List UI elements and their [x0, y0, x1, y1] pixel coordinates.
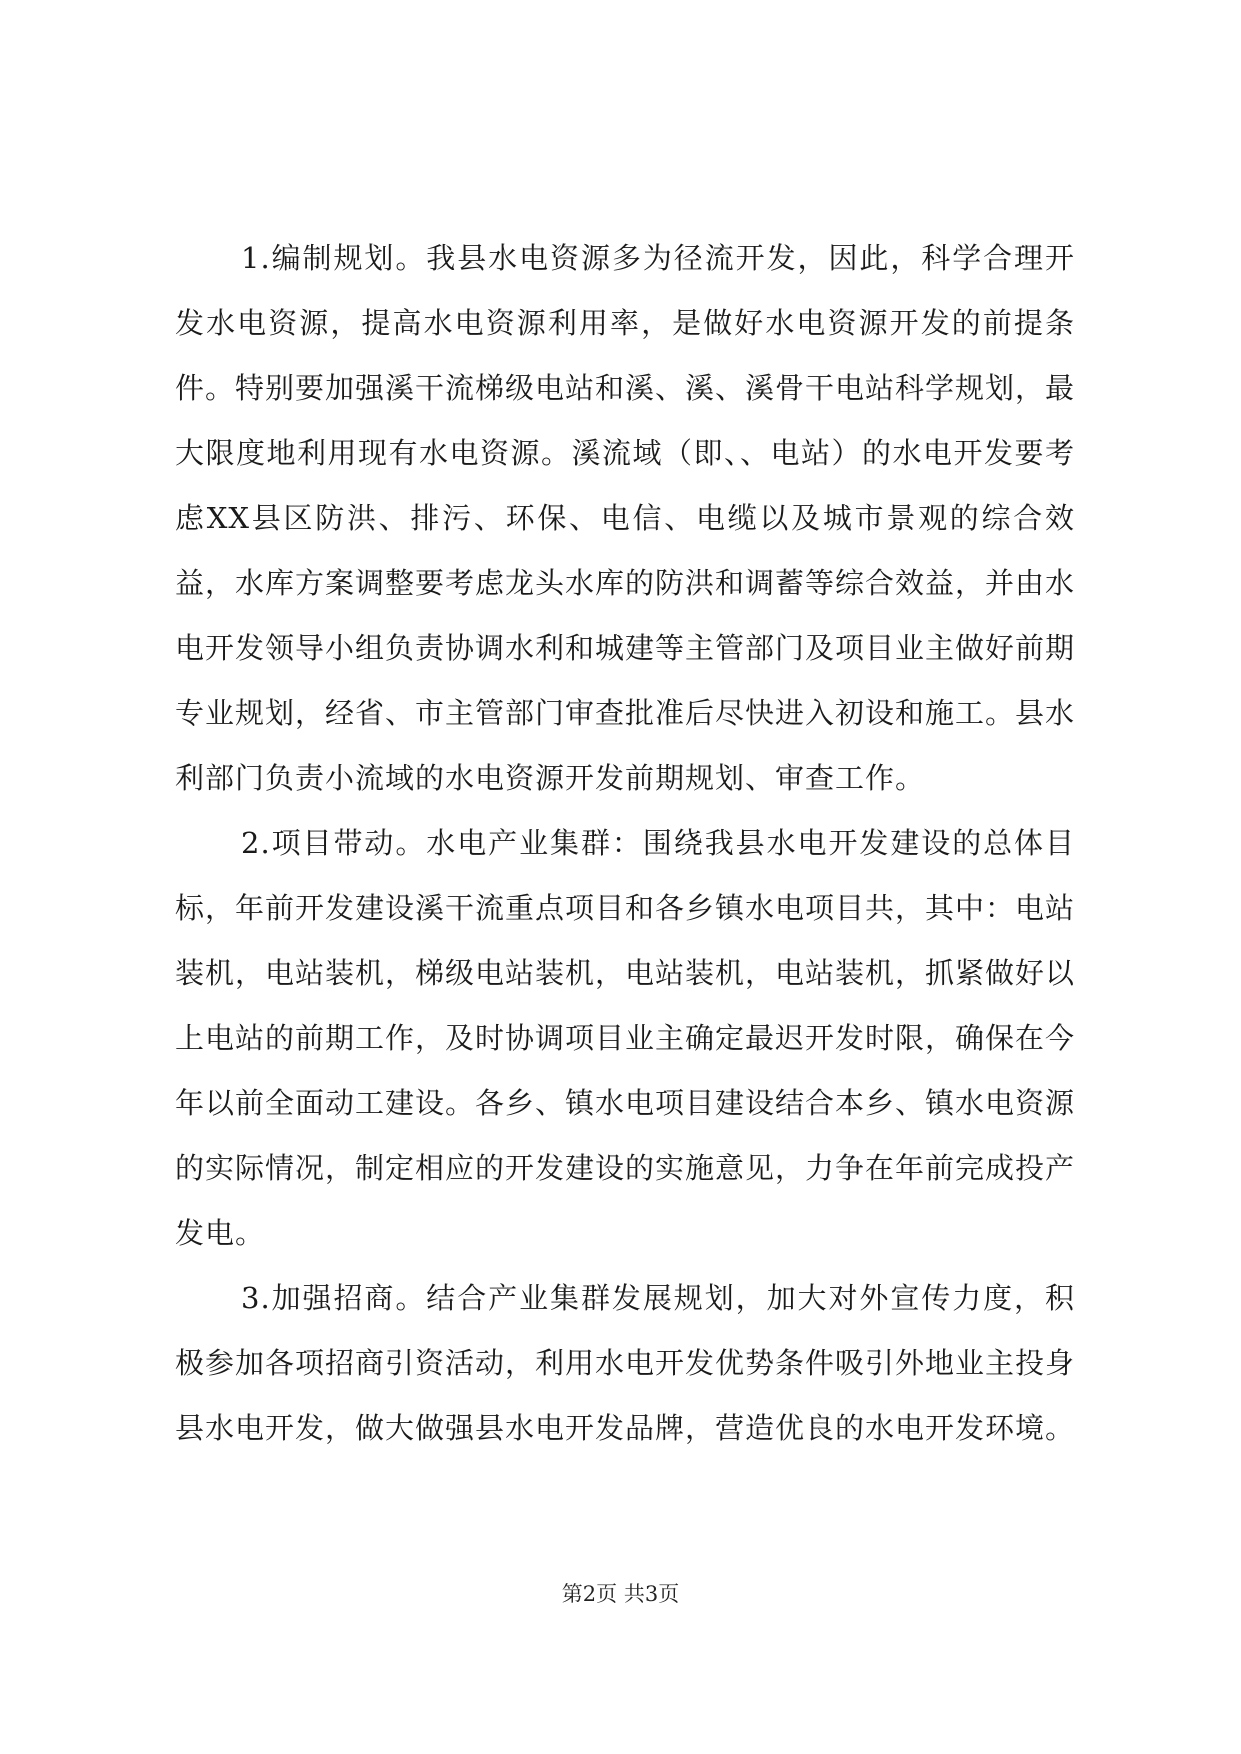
paragraph-investment: 3.加强招商。结合产业集群发展规划，加大对外宣传力度，积极参加各项招商引资活动，利用水电开发优势条件吸引外地业主投身县水电开发，做大做强县水电开发品牌，营造优良的水电开发环境。 [175, 1281, 1076, 1445]
document-body [175, 226, 1075, 1461]
paragraph-project-drive: 2.项目带动。水电产业集群：围绕我县水电开发建设的总体目标，年前开发建设溪干流重点项目和各乡镇水电项目共，其中：电站装机，电站装机，梯级电站装机，电站装机，电站装机，抓紧做好以上电站的前期工作，及时协调项目业主确定最迟开发时限，确保在今年以前全面动工建设。各乡、镇水电项目建设结合本乡、镇水电资源的实际情况，制定相应的开发建设的实施意见，力争在年前完成投产发电。 [175, 826, 1076, 1250]
page-footer: 第2页 共3页 [561, 1582, 680, 1606]
paragraph-planning: 1.编制规划。我县水电资源多为径流开发，因此，科学合理开发水电资源，提高水电资源利用率，是做好水电资源开发的前提条件。特别要加强溪干流梯级电站和溪、溪、溪骨干电站科学规划，最大限度地利用现有水电资源。溪流域（即、、电站）的水电开发要考虑XX县区防洪、排污、环保、电信、电缆以及城市景观的综合效益，水库方案调整要考虑龙头水库的防洪和调蓄等综合效益，并由水电开发领导小组负责协调水利和城建等主管部门及项目业主做好前期专业规划，经省、市主管部门审查批准后尽快进入初设和施工。县水利部门负责小流域的水电资源开发前期规划、审查工作。 [175, 241, 1076, 795]
